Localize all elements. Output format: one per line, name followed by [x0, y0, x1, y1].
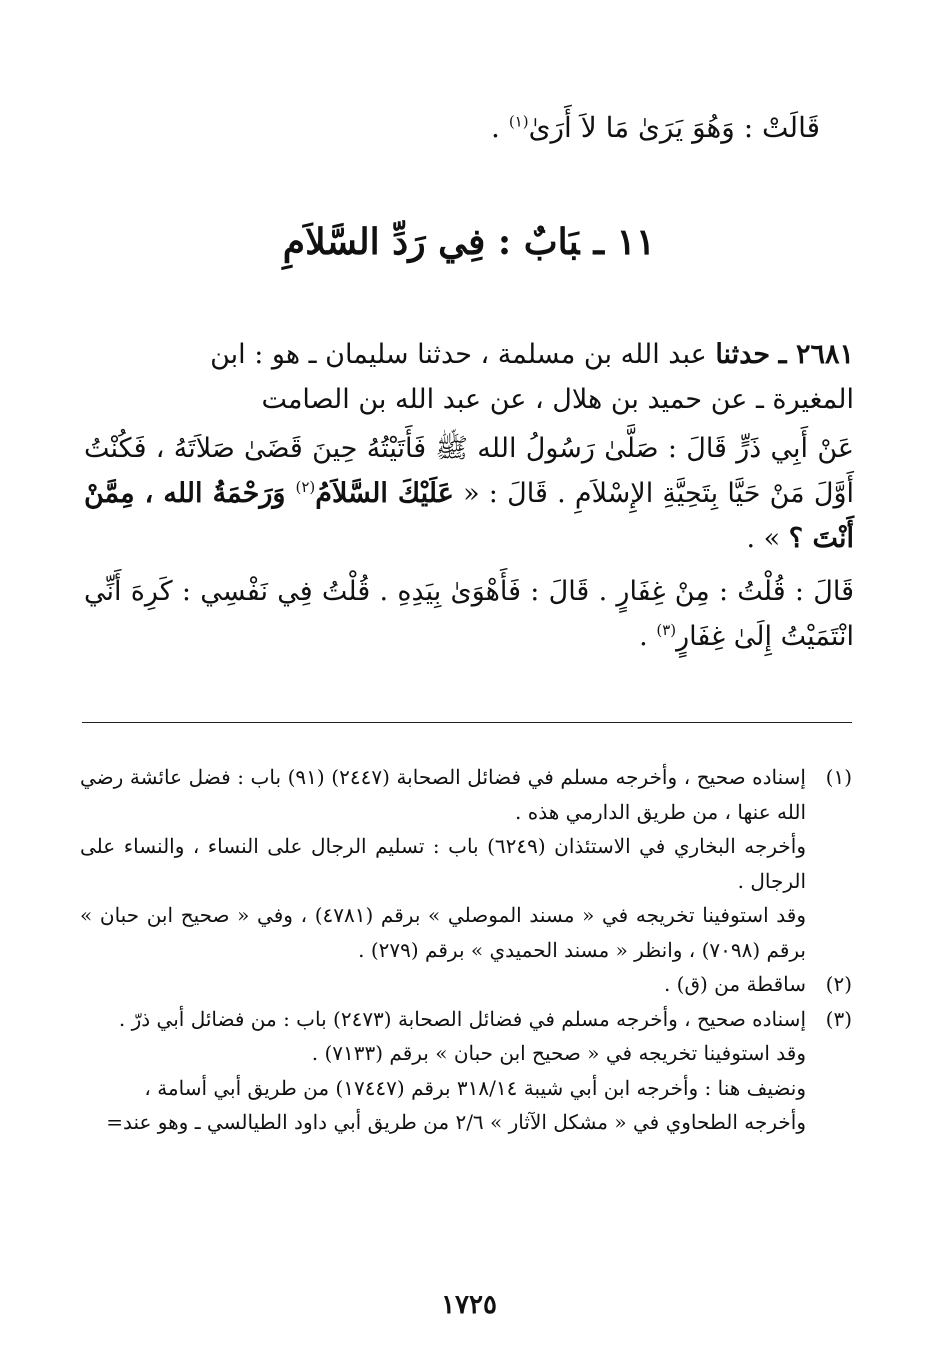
footnote-ref-2: (٢) [295, 478, 316, 496]
footnote-paragraph: وقد استوفينا تخريجه في « مسند الموصلي » برقم (٤٧٨١) ، وفي « صحيح ابن حبان » برقم (٧٠٩٨) ، وانظر « مسند الحميدي » برقم (٢٧٩) . [80, 903, 806, 962]
footnote-2 [80, 967, 852, 1002]
footnote-number: (١) [825, 765, 852, 789]
hadith-matn-2 [84, 569, 854, 659]
footnote-body [80, 760, 806, 967]
footnote-paragraph: وقد استوفينا تخريجه في « صحيح ابن حبان » برقم (٧١٣٣) . [311, 1041, 806, 1065]
matn-text-2: قَالَ : قُلْتُ : مِنْ غِفَارٍ . قَالَ : فَأَهْوَىٰ بِيَدِهِ . قُلْتُ فِي نَفْسِي : كَرِهَ أَنِّي انْتَمَيْتُ إِلَىٰ غِفَارٍ [84, 576, 854, 652]
matn-text-1: عَنْ أَبِي ذَرٍّ قَالَ : صَلَّىٰ رَسُولُ الله ﷺ فَأَتَيْتُهُ حِينَ قَضَىٰ صَلاَتَهُ ، فَكُنْتُ أَوَّلَ مَنْ حَيَّا بِتَحِيَّةِ الإِسْلاَمِ . قَالَ : « [84, 433, 854, 509]
footnote-paragraph: إسناده صحيح ، وأخرجه مسلم في فضائل الصحابة (٢٤٤٧) (٩١) باب : فضل عائشة رضي الله عنها ، من طريق الدارمي هذه . [80, 765, 806, 824]
footnote-number: (٢) [825, 972, 852, 996]
matn-text-1-end: » . [746, 523, 789, 554]
footnote-paragraph: ونضيف هنا : وأخرجه ابن أبي شيبة ٣١٨/١٤ برقم (١٧٤٤٧) من طريق أبي أسامة ، [144, 1075, 806, 1100]
footnote-paragraph: وأخرجه الطحاوي في « مشكل الآثار » ٢/٦ من طريق أبي داود الطيالسي ـ وهو عند= [106, 1110, 806, 1134]
footnote-body [80, 1002, 806, 1140]
footnote-paragraph: ساقطة من (ق) . [663, 972, 806, 996]
previous-hadith-ending [120, 108, 820, 148]
isnad-opening: حدثنا [715, 339, 771, 370]
footnote-3 [80, 1002, 852, 1140]
isnad-line-2: المغيرة ـ عن حميد بن هلال ، عن عبد الله بن الصامت [261, 384, 854, 415]
footnote-body [80, 967, 806, 1002]
matn-greeting: عَلَيْكَ السَّلاَمُ [315, 478, 454, 509]
footnote-paragraph: إسناده صحيح ، وأخرجه مسلم في فضائل الصحابة (٢٤٧٣) باب : من فضائل أبي ذرّ . [118, 1006, 806, 1031]
hadith-matn-1 [84, 426, 854, 561]
footnote-paragraph: وأخرجه البخاري في الاستئذان (٦٢٤٩) باب : تسليم الرجال على النساء ، والنساء على الرجال . [80, 834, 806, 893]
footnotes [80, 760, 852, 1140]
footnote-1 [80, 760, 852, 967]
chapter-title: بَابٌ : فِي رَدِّ السَّلاَمِ [282, 221, 580, 263]
footnote-ref-3: (٣) [656, 621, 677, 639]
footnote-number: (٣) [825, 1006, 852, 1031]
chapter-number: ١١ ـ [593, 221, 656, 263]
matn-text-2-end: . [639, 621, 657, 652]
top-line-text: قَالَتْ : وَهُوَ يَرَىٰ مَا لاَ أَرَىٰ [528, 111, 820, 144]
page-number: ١٧٢٥ [441, 1290, 497, 1320]
chapter-heading [0, 218, 938, 266]
isnad-line-1: عبد الله بن مسلمة ، حدثنا سليمان ـ هو : ابن [210, 339, 716, 370]
top-line-tail: . [491, 111, 509, 144]
footnote-separator [82, 722, 852, 723]
footnote-ref-1: (١) [508, 112, 529, 131]
matn-greeting-cont: وَرَحْمَةُ الله ، مِمَّنْ أَنْتَ ؟ [84, 478, 854, 554]
hadith-isnad [84, 332, 854, 377]
hadith-body [84, 332, 854, 659]
hadith-number: ٢٦٨١ ـ [778, 339, 854, 370]
